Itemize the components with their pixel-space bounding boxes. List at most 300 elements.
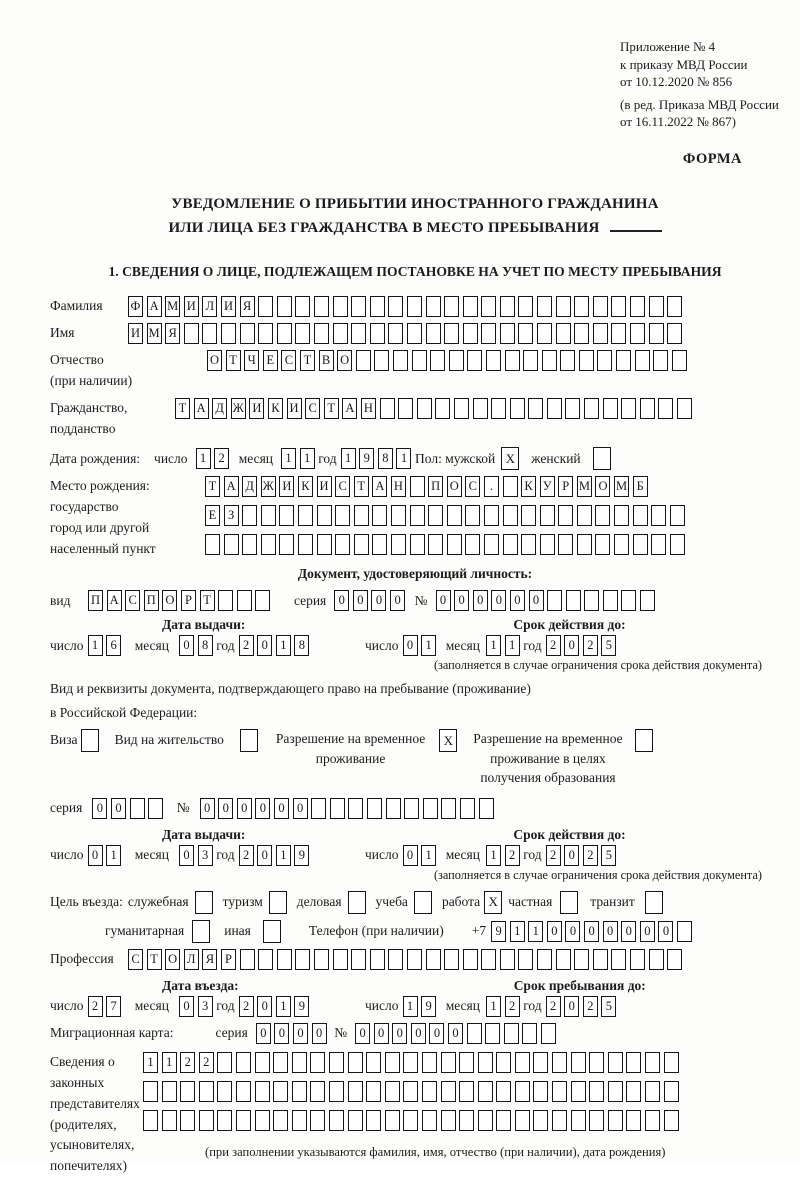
char-box[interactable] [565, 398, 580, 419]
char-box[interactable]: И [287, 398, 302, 419]
char-box[interactable]: Я [202, 949, 217, 970]
char-box[interactable] [664, 1052, 679, 1073]
purpose-other-checkbox[interactable] [263, 920, 281, 943]
char-box[interactable]: М [577, 476, 592, 497]
char-box[interactable] [500, 296, 515, 317]
char-box[interactable] [658, 398, 673, 419]
char-box[interactable] [292, 1110, 307, 1131]
char-box[interactable]: 0 [658, 921, 673, 942]
char-box[interactable]: 0 [179, 845, 194, 866]
char-box[interactable] [521, 534, 536, 555]
char-box[interactable] [584, 398, 599, 419]
char-box[interactable] [447, 505, 462, 526]
char-box[interactable] [385, 1081, 400, 1102]
char-box[interactable]: 2 [88, 996, 103, 1017]
char-box[interactable] [218, 590, 233, 611]
char-box[interactable]: А [147, 296, 162, 317]
char-box[interactable]: Т [175, 398, 190, 419]
char-box[interactable]: К [298, 476, 313, 497]
char-box[interactable] [537, 949, 552, 970]
char-box[interactable] [556, 323, 571, 344]
char-box[interactable]: Д [212, 398, 227, 419]
char-box[interactable] [518, 296, 533, 317]
char-box[interactable]: 5 [601, 845, 616, 866]
char-box[interactable]: 0 [293, 798, 308, 819]
char-box[interactable]: 0 [355, 1023, 370, 1044]
char-box[interactable]: 0 [179, 635, 194, 656]
char-box[interactable] [240, 949, 255, 970]
char-box[interactable] [611, 323, 626, 344]
char-box[interactable]: 9 [359, 448, 374, 469]
char-box[interactable] [255, 1052, 270, 1073]
char-box[interactable] [143, 1110, 158, 1131]
char-box[interactable]: 0 [491, 590, 506, 611]
char-box[interactable] [422, 1110, 437, 1131]
char-box[interactable] [478, 1110, 493, 1131]
char-box[interactable] [621, 590, 636, 611]
char-box[interactable] [277, 296, 292, 317]
char-box[interactable] [633, 534, 648, 555]
char-box[interactable] [242, 534, 257, 555]
char-box[interactable] [465, 534, 480, 555]
char-box[interactable] [277, 949, 292, 970]
char-box[interactable] [298, 505, 313, 526]
char-box[interactable]: С [125, 590, 140, 611]
char-box[interactable] [481, 323, 496, 344]
char-box[interactable]: 0 [510, 590, 525, 611]
char-box[interactable] [670, 534, 685, 555]
char-box[interactable] [645, 1081, 660, 1102]
char-box[interactable] [202, 323, 217, 344]
char-box[interactable] [547, 590, 562, 611]
char-box[interactable] [571, 1052, 586, 1073]
char-box[interactable]: 0 [353, 590, 368, 611]
char-box[interactable]: 1 [143, 1052, 158, 1073]
char-box[interactable]: Т [226, 350, 241, 371]
char-box[interactable]: 0 [390, 590, 405, 611]
char-box[interactable]: 0 [88, 845, 103, 866]
char-box[interactable] [261, 534, 276, 555]
char-box[interactable] [579, 350, 594, 371]
char-box[interactable]: 1 [421, 635, 436, 656]
char-box[interactable]: 0 [603, 921, 618, 942]
char-box[interactable] [236, 1081, 251, 1102]
char-box[interactable] [664, 1081, 679, 1102]
char-box[interactable]: . [484, 476, 499, 497]
char-box[interactable] [608, 1052, 623, 1073]
char-box[interactable] [333, 949, 348, 970]
char-box[interactable]: 1 [281, 448, 296, 469]
char-box[interactable] [348, 1110, 363, 1131]
char-box[interactable]: 1 [528, 921, 543, 942]
char-box[interactable] [237, 590, 252, 611]
char-box[interactable] [518, 323, 533, 344]
char-box[interactable] [277, 323, 292, 344]
char-box[interactable] [626, 1081, 641, 1102]
char-box[interactable] [640, 590, 655, 611]
char-box[interactable]: 0 [371, 590, 386, 611]
char-box[interactable]: С [128, 949, 143, 970]
char-box[interactable]: М [614, 476, 629, 497]
char-box[interactable]: 1 [88, 635, 103, 656]
char-box[interactable]: Я [240, 296, 255, 317]
char-box[interactable] [522, 1023, 537, 1044]
char-box[interactable] [558, 505, 573, 526]
char-box[interactable] [630, 323, 645, 344]
char-box[interactable] [388, 949, 403, 970]
char-box[interactable] [348, 1052, 363, 1073]
char-box[interactable]: П [88, 590, 103, 611]
char-box[interactable] [478, 1052, 493, 1073]
char-box[interactable] [589, 1052, 604, 1073]
char-box[interactable]: 2 [180, 1052, 195, 1073]
char-box[interactable] [199, 1110, 214, 1131]
char-box[interactable] [467, 350, 482, 371]
char-box[interactable] [571, 1081, 586, 1102]
residence-permit-checkbox[interactable] [240, 729, 258, 752]
char-box[interactable]: С [335, 476, 350, 497]
char-box[interactable]: И [221, 296, 236, 317]
char-box[interactable] [422, 1081, 437, 1102]
char-box[interactable] [380, 398, 395, 419]
char-box[interactable] [310, 1081, 325, 1102]
char-box[interactable]: 2 [583, 996, 598, 1017]
char-box[interactable]: С [305, 398, 320, 419]
char-box[interactable] [385, 1110, 400, 1131]
char-box[interactable] [672, 350, 687, 371]
char-box[interactable] [372, 505, 387, 526]
char-box[interactable] [205, 534, 220, 555]
char-box[interactable] [423, 798, 438, 819]
char-box[interactable] [441, 1081, 456, 1102]
char-box[interactable]: 8 [294, 635, 309, 656]
char-box[interactable] [574, 296, 589, 317]
char-box[interactable] [677, 398, 692, 419]
char-box[interactable] [556, 949, 571, 970]
char-box[interactable] [404, 798, 419, 819]
char-box[interactable] [645, 1110, 660, 1131]
char-box[interactable] [310, 1110, 325, 1131]
char-box[interactable] [314, 949, 329, 970]
char-box[interactable]: Д [242, 476, 257, 497]
char-box[interactable]: Т [200, 590, 215, 611]
char-box[interactable]: 0 [403, 635, 418, 656]
char-box[interactable] [649, 949, 664, 970]
char-box[interactable] [398, 398, 413, 419]
char-box[interactable]: 0 [312, 1023, 327, 1044]
char-box[interactable] [279, 534, 294, 555]
char-box[interactable] [354, 505, 369, 526]
char-box[interactable]: Т [205, 476, 220, 497]
char-box[interactable] [645, 1052, 660, 1073]
char-box[interactable] [630, 949, 645, 970]
char-box[interactable] [651, 505, 666, 526]
char-box[interactable] [463, 949, 478, 970]
char-box[interactable]: А [107, 590, 122, 611]
char-box[interactable] [329, 1052, 344, 1073]
char-box[interactable] [217, 1110, 232, 1131]
char-box[interactable] [426, 296, 441, 317]
char-box[interactable]: 0 [256, 1023, 271, 1044]
char-box[interactable]: Р [221, 949, 236, 970]
char-box[interactable] [537, 323, 552, 344]
visa-checkbox[interactable] [81, 729, 99, 752]
char-box[interactable] [571, 1110, 586, 1131]
char-box[interactable] [640, 398, 655, 419]
char-box[interactable] [224, 534, 239, 555]
char-box[interactable] [444, 323, 459, 344]
char-box[interactable] [217, 1052, 232, 1073]
char-box[interactable] [441, 1110, 456, 1131]
char-box[interactable] [329, 1081, 344, 1102]
char-box[interactable] [667, 949, 682, 970]
char-box[interactable] [148, 798, 163, 819]
char-box[interactable] [503, 534, 518, 555]
char-box[interactable]: 1 [486, 996, 501, 1017]
char-box[interactable]: 9 [294, 845, 309, 866]
char-box[interactable]: И [249, 398, 264, 419]
char-box[interactable] [478, 1081, 493, 1102]
char-box[interactable] [428, 534, 443, 555]
char-box[interactable] [651, 534, 666, 555]
char-box[interactable] [626, 1110, 641, 1131]
char-box[interactable] [311, 798, 326, 819]
char-box[interactable] [481, 949, 496, 970]
char-box[interactable]: 2 [505, 845, 520, 866]
char-box[interactable] [459, 1081, 474, 1102]
char-box[interactable]: 1 [300, 448, 315, 469]
char-box[interactable] [391, 505, 406, 526]
char-box[interactable] [542, 350, 557, 371]
char-box[interactable] [614, 505, 629, 526]
char-box[interactable] [515, 1052, 530, 1073]
char-box[interactable] [366, 1110, 381, 1131]
char-box[interactable] [633, 505, 648, 526]
sex-female-checkbox[interactable] [593, 447, 611, 470]
char-box[interactable]: Л [184, 949, 199, 970]
char-box[interactable] [351, 296, 366, 317]
char-box[interactable] [463, 296, 478, 317]
char-box[interactable] [351, 949, 366, 970]
char-box[interactable] [335, 505, 350, 526]
char-box[interactable] [528, 398, 543, 419]
char-box[interactable] [614, 534, 629, 555]
char-box[interactable] [221, 323, 236, 344]
char-box[interactable]: К [268, 398, 283, 419]
char-box[interactable]: О [595, 476, 610, 497]
char-box[interactable] [184, 323, 199, 344]
char-box[interactable]: О [165, 949, 180, 970]
purpose-study-checkbox[interactable] [414, 891, 432, 914]
char-box[interactable] [621, 398, 636, 419]
char-box[interactable] [386, 798, 401, 819]
char-box[interactable] [370, 949, 385, 970]
char-box[interactable]: 0 [584, 921, 599, 942]
char-box[interactable] [430, 350, 445, 371]
char-box[interactable]: Е [263, 350, 278, 371]
char-box[interactable]: 0 [564, 845, 579, 866]
char-box[interactable]: Т [300, 350, 315, 371]
char-box[interactable] [670, 505, 685, 526]
char-box[interactable]: Ж [261, 476, 276, 497]
char-box[interactable]: 0 [293, 1023, 308, 1044]
purpose-business-checkbox[interactable] [348, 891, 366, 914]
char-box[interactable]: О [207, 350, 222, 371]
char-box[interactable]: 2 [199, 1052, 214, 1073]
char-box[interactable] [356, 350, 371, 371]
char-box[interactable] [552, 1052, 567, 1073]
char-box[interactable] [664, 1110, 679, 1131]
char-box[interactable] [574, 949, 589, 970]
char-box[interactable] [412, 350, 427, 371]
char-box[interactable]: 0 [403, 845, 418, 866]
char-box[interactable] [388, 296, 403, 317]
char-box[interactable] [649, 296, 664, 317]
char-box[interactable]: 9 [421, 996, 436, 1017]
char-box[interactable]: 0 [274, 1023, 289, 1044]
char-box[interactable] [486, 350, 501, 371]
char-box[interactable] [217, 1081, 232, 1102]
char-box[interactable] [491, 398, 506, 419]
char-box[interactable] [428, 505, 443, 526]
char-box[interactable]: С [281, 350, 296, 371]
char-box[interactable] [518, 949, 533, 970]
char-box[interactable] [460, 798, 475, 819]
char-box[interactable]: 0 [257, 845, 272, 866]
char-box[interactable] [292, 1081, 307, 1102]
char-box[interactable]: Я [165, 323, 180, 344]
char-box[interactable] [593, 949, 608, 970]
char-box[interactable] [510, 398, 525, 419]
char-box[interactable]: 0 [274, 798, 289, 819]
char-box[interactable]: 2 [583, 635, 598, 656]
char-box[interactable] [426, 323, 441, 344]
char-box[interactable] [236, 1110, 251, 1131]
char-box[interactable]: А [224, 476, 239, 497]
char-box[interactable] [616, 350, 631, 371]
char-box[interactable]: Т [354, 476, 369, 497]
char-box[interactable] [485, 1023, 500, 1044]
char-box[interactable] [589, 1110, 604, 1131]
char-box[interactable]: 0 [334, 590, 349, 611]
char-box[interactable] [367, 798, 382, 819]
char-box[interactable]: 0 [547, 921, 562, 942]
char-box[interactable] [552, 1110, 567, 1131]
char-box[interactable] [459, 1110, 474, 1131]
char-box[interactable] [444, 949, 459, 970]
char-box[interactable]: 1 [162, 1052, 177, 1073]
char-box[interactable]: 5 [601, 996, 616, 1017]
char-box[interactable]: 0 [92, 798, 107, 819]
char-box[interactable]: А [194, 398, 209, 419]
char-box[interactable] [255, 1110, 270, 1131]
char-box[interactable] [372, 534, 387, 555]
char-box[interactable] [240, 323, 255, 344]
char-box[interactable] [515, 1110, 530, 1131]
char-box[interactable] [649, 323, 664, 344]
char-box[interactable] [595, 534, 610, 555]
char-box[interactable] [540, 505, 555, 526]
char-box[interactable]: 1 [510, 921, 525, 942]
char-box[interactable]: С [465, 476, 480, 497]
temp-permit-checkbox[interactable]: X [439, 729, 457, 752]
char-box[interactable] [403, 1052, 418, 1073]
char-box[interactable]: 1 [276, 635, 291, 656]
char-box[interactable] [295, 949, 310, 970]
char-box[interactable] [162, 1081, 177, 1102]
char-box[interactable]: 0 [621, 921, 636, 942]
char-box[interactable] [589, 1081, 604, 1102]
char-box[interactable] [505, 350, 520, 371]
char-box[interactable]: О [337, 350, 352, 371]
char-box[interactable] [258, 323, 273, 344]
char-box[interactable] [348, 798, 363, 819]
char-box[interactable] [484, 505, 499, 526]
char-box[interactable] [577, 534, 592, 555]
char-box[interactable]: 0 [436, 590, 451, 611]
char-box[interactable] [496, 1081, 511, 1102]
char-box[interactable] [417, 398, 432, 419]
char-box[interactable]: 2 [546, 635, 561, 656]
char-box[interactable] [385, 1052, 400, 1073]
char-box[interactable] [481, 296, 496, 317]
char-box[interactable]: 8 [198, 635, 213, 656]
char-box[interactable]: М [165, 296, 180, 317]
char-box[interactable] [335, 534, 350, 555]
char-box[interactable]: 2 [546, 996, 561, 1017]
char-box[interactable] [449, 350, 464, 371]
char-box[interactable]: 9 [491, 921, 506, 942]
char-box[interactable]: 0 [237, 798, 252, 819]
char-box[interactable]: И [279, 476, 294, 497]
char-box[interactable]: 5 [601, 635, 616, 656]
char-box[interactable] [500, 949, 515, 970]
char-box[interactable]: У [540, 476, 555, 497]
char-box[interactable]: 0 [565, 921, 580, 942]
char-box[interactable]: Ч [244, 350, 259, 371]
char-box[interactable] [317, 505, 332, 526]
char-box[interactable] [523, 350, 538, 371]
char-box[interactable]: 0 [392, 1023, 407, 1044]
char-box[interactable] [540, 534, 555, 555]
char-box[interactable] [611, 949, 626, 970]
char-box[interactable]: 0 [218, 798, 233, 819]
char-box[interactable]: 0 [448, 1023, 463, 1044]
char-box[interactable] [454, 398, 469, 419]
char-box[interactable]: 2 [239, 996, 254, 1017]
char-box[interactable] [403, 1110, 418, 1131]
char-box[interactable] [435, 398, 450, 419]
char-box[interactable]: 2 [239, 845, 254, 866]
char-box[interactable] [577, 505, 592, 526]
char-box[interactable] [393, 350, 408, 371]
char-box[interactable]: 1 [403, 996, 418, 1017]
char-box[interactable] [242, 505, 257, 526]
char-box[interactable] [258, 949, 273, 970]
purpose-tourism-checkbox[interactable] [269, 891, 287, 914]
char-box[interactable]: 2 [505, 996, 520, 1017]
char-box[interactable] [597, 350, 612, 371]
char-box[interactable] [130, 798, 145, 819]
char-box[interactable]: И [184, 296, 199, 317]
char-box[interactable] [560, 350, 575, 371]
char-box[interactable]: 1 [196, 448, 211, 469]
char-box[interactable]: 1 [276, 845, 291, 866]
char-box[interactable] [496, 1110, 511, 1131]
char-box[interactable] [410, 476, 425, 497]
char-box[interactable] [473, 398, 488, 419]
char-box[interactable] [279, 505, 294, 526]
